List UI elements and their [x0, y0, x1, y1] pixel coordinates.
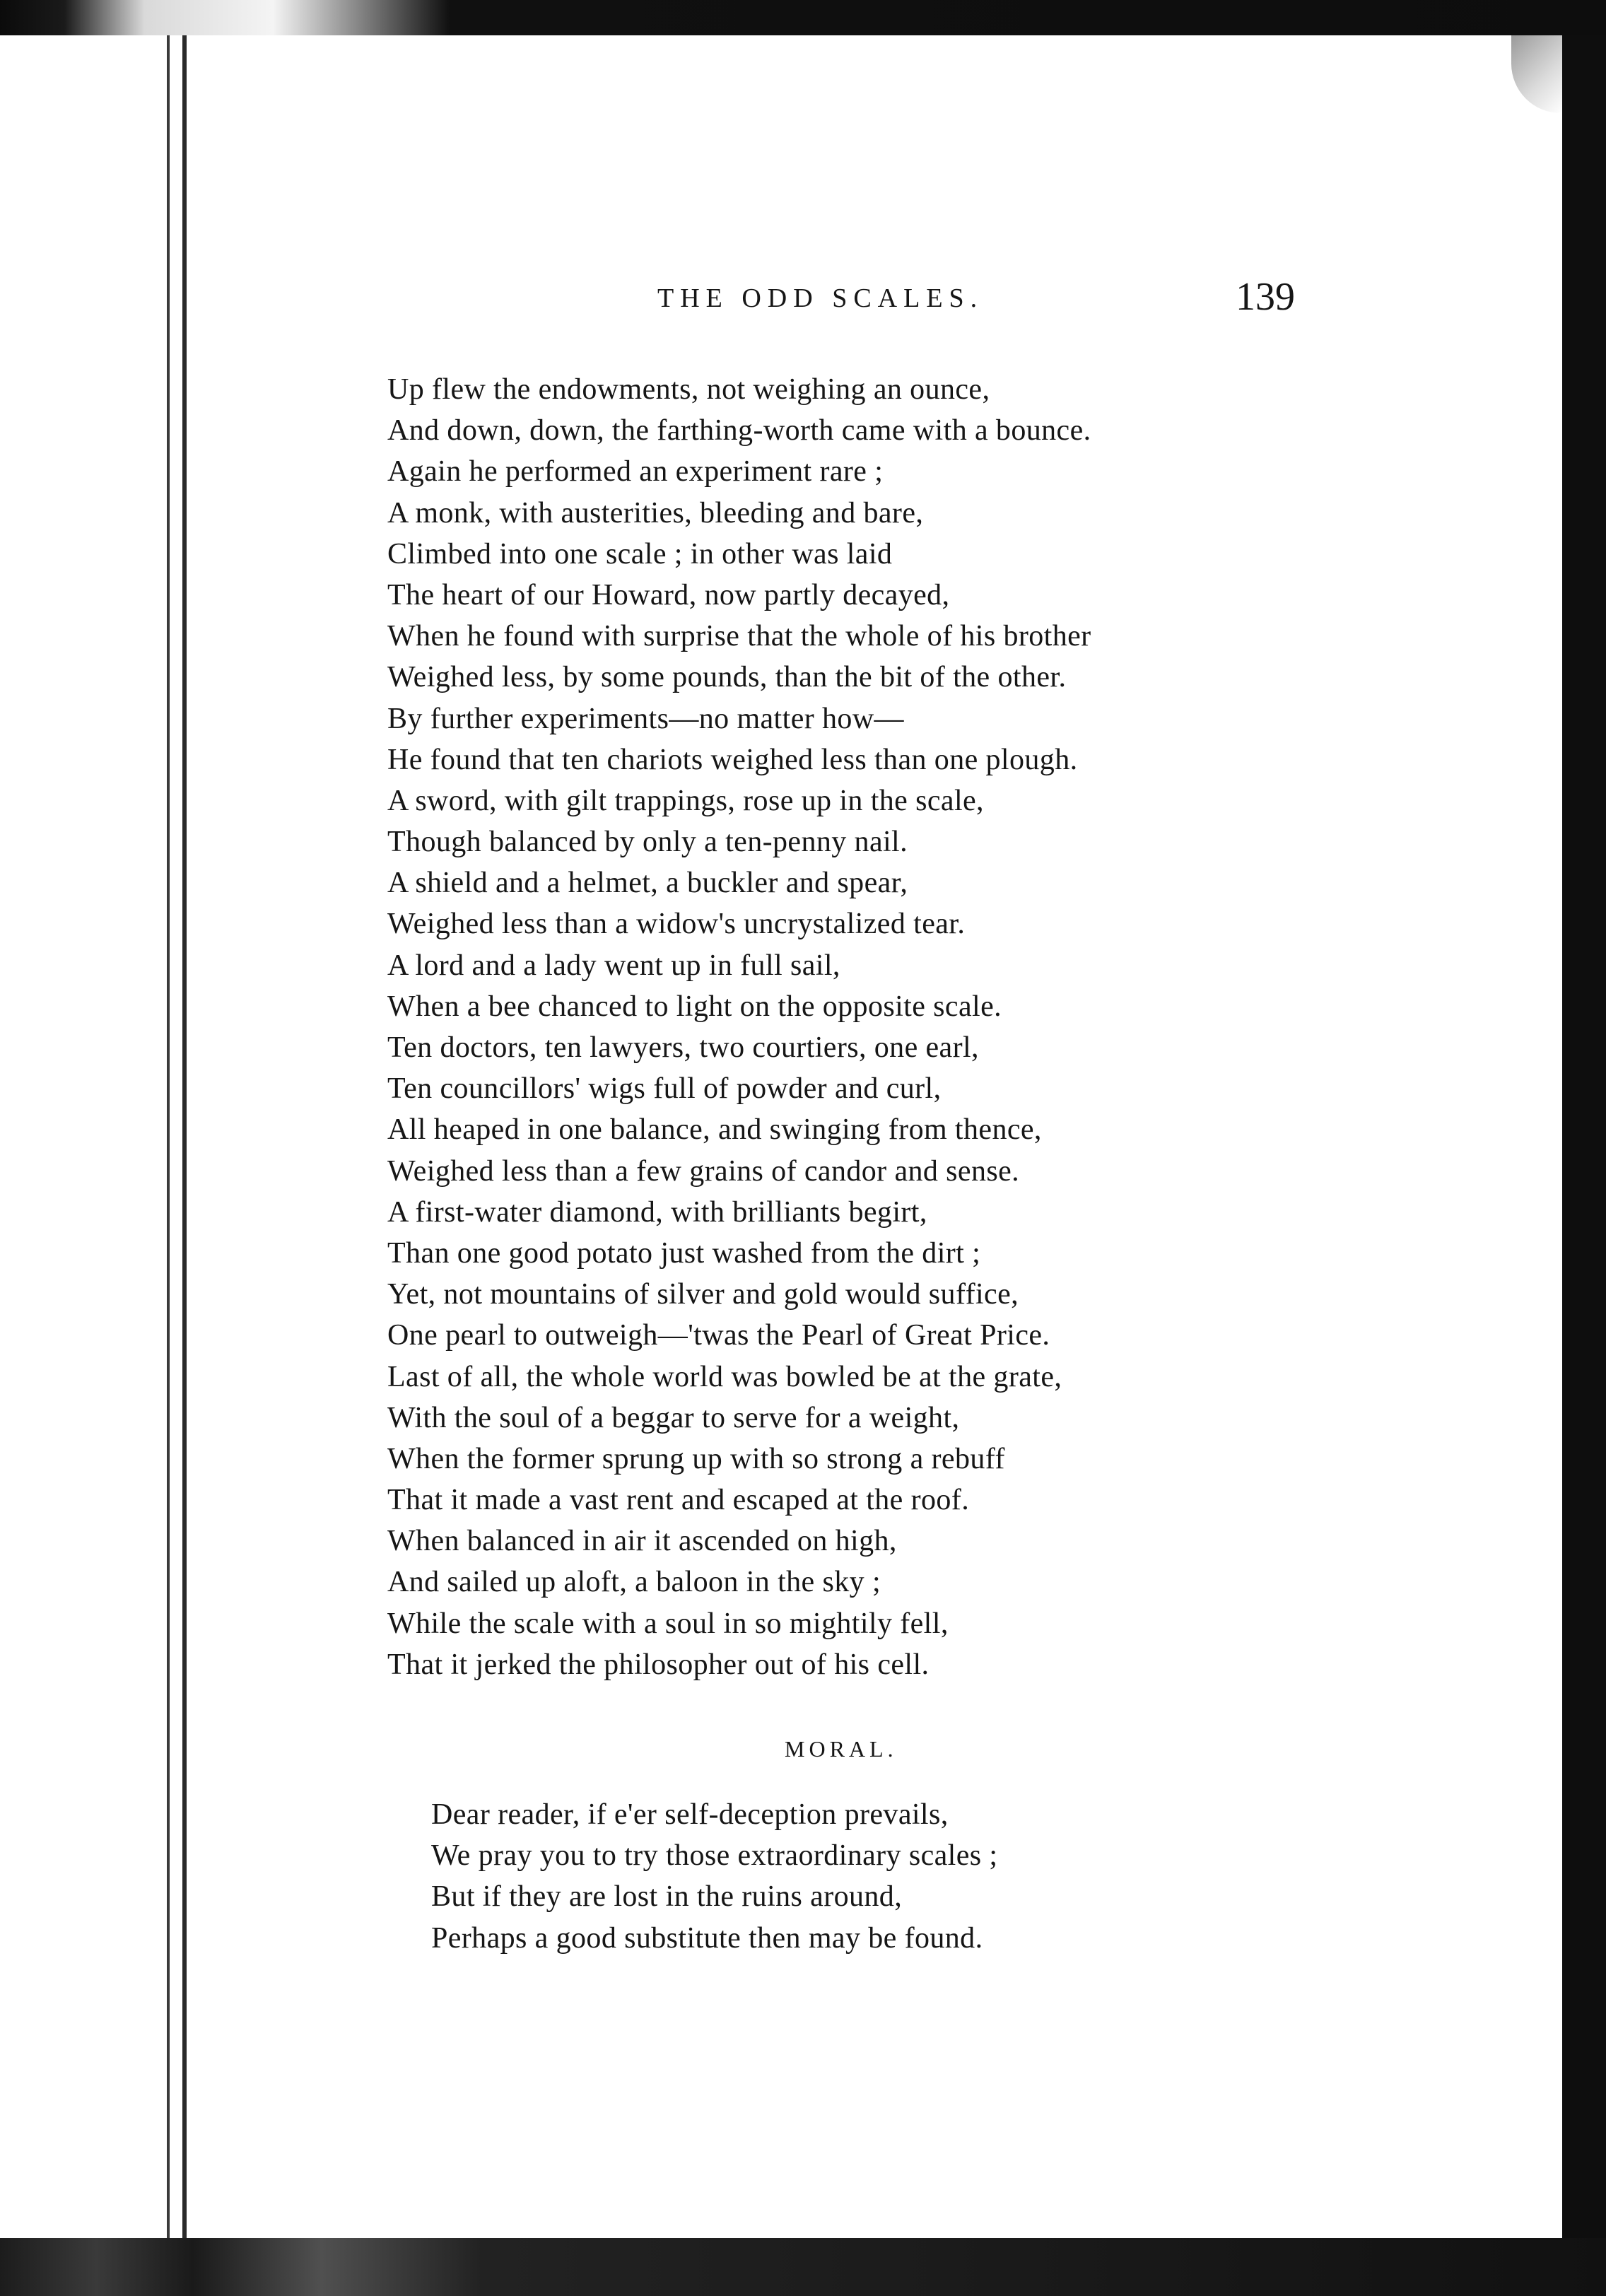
running-head: THE ODD SCALES. [657, 283, 984, 313]
moral-stanza [431, 1794, 998, 1959]
poem-line: And down, down, the farthing-worth came with a bounce. [387, 414, 1091, 447]
poem-line: A lord and a lady went up in full sail, [387, 949, 840, 982]
poem-line: A monk, with austerities, bleeding and bare, [387, 496, 924, 529]
book-gutter [167, 35, 170, 2238]
poem-line: All heaped in one balance, and swinging from thence, [387, 1113, 1042, 1147]
poem-line: A first-water diamond, with brilliants begirt, [387, 1195, 927, 1229]
poem-line: When he found with surprise that the whole of his brother [387, 620, 1091, 653]
poem-body [387, 369, 1091, 1685]
page-number: 139 [1236, 275, 1295, 319]
poem-line: He found that ten chariots weighed less than one plough. [387, 743, 1078, 776]
poem-line: When the former sprung up with so strong a rebuff [387, 1442, 1005, 1475]
poem-line: Ten councillors' wigs full of powder and curl, [387, 1072, 942, 1106]
poem-line: When a bee chanced to light on the opposite scale. [387, 990, 1002, 1023]
moral-line: Perhaps a good substitute then may be found. [431, 1921, 983, 1955]
poem-line: Though balanced by only a ten-penny nail. [387, 826, 908, 859]
poem-line: Last of all, the whole world was bowled be at the grate, [387, 1360, 1062, 1393]
poem-line: Ten doctors, ten lawyers, two courtiers, one earl, [387, 1031, 979, 1064]
moral-heading: MORAL. [785, 1736, 898, 1762]
poem-line: Weighed less, by some pounds, than the bit of the other. [387, 661, 1067, 694]
poem-line: Climbed into one scale ; in other was laid [387, 537, 893, 570]
poem-line: Weighed less than a few grains of candor and sense. [387, 1154, 1020, 1188]
poem-line: That it jerked the philosopher out of his cell. [387, 1648, 930, 1681]
poem-line: While the scale with a soul in so mightily fell, [387, 1607, 949, 1640]
poem-line: Weighed less than a widow's uncrystalized tear. [387, 908, 966, 941]
poem-line: By further experiments—no matter how— [387, 702, 904, 735]
poem-line: A shield and a helmet, a buckler and spear, [387, 867, 908, 900]
poem-line: And sailed up aloft, a baloon in the sky ; [387, 1566, 881, 1599]
poem-line: With the soul of a beggar to serve for a weight, [387, 1401, 960, 1434]
poem-line: Up flew the endowments, not weighing an ounce, [387, 373, 990, 406]
poem-line: A sword, with gilt trappings, rose up in the scale, [387, 784, 984, 817]
poem-line: One pearl to outweigh—'twas the Pearl of Great Price. [387, 1319, 1050, 1352]
moral-line: Dear reader, if e'er self-deception prevails, [431, 1798, 949, 1831]
poem-line: Yet, not mountains of silver and gold would suffice, [387, 1278, 1019, 1311]
scan-bottom-edge [0, 2238, 1606, 2296]
poem-line: The heart of our Howard, now partly decayed, [387, 578, 950, 611]
poem-line: When balanced in air it ascended on high, [387, 1525, 897, 1558]
poem-line: Again he performed an experiment rare ; [387, 455, 884, 488]
scan-right-edge [1562, 35, 1606, 2238]
left-page-edge [0, 35, 187, 2238]
poem-line: Than one good potato just washed from the dirt ; [387, 1236, 981, 1270]
scan-top-edge [0, 0, 1606, 35]
poem-line: That it made a vast rent and escaped at the roof. [387, 1484, 970, 1517]
moral-line: But if they are lost in the ruins around, [431, 1880, 903, 1914]
moral-line: We pray you to try those extraordinary scales ; [431, 1839, 998, 1873]
